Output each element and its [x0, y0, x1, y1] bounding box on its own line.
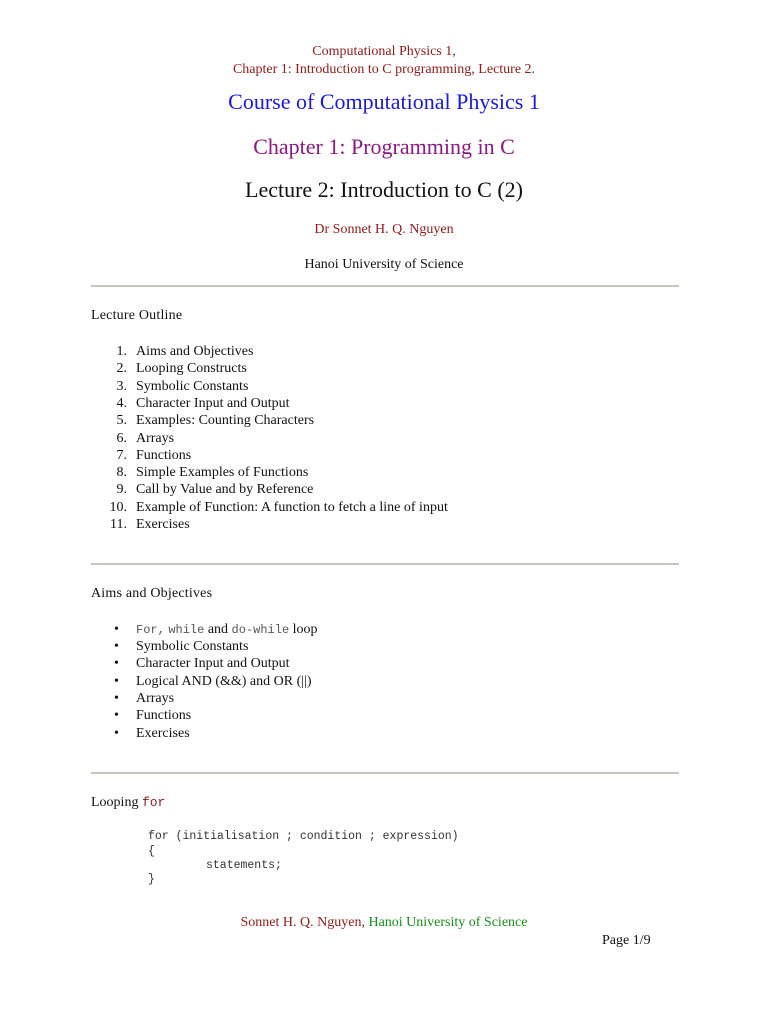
- outline-item: [91, 412, 651, 429]
- code-line: for (initialisation ; condition ; expression): [148, 830, 459, 843]
- outline-item-text: Examples: Counting Characters: [136, 413, 315, 429]
- aims-item: [114, 621, 318, 639]
- aims-heading: Aims and Objectives: [91, 586, 213, 601]
- keyword-do-while: do-while: [231, 623, 290, 637]
- author-name: Dr Sonnet H. Q. Nguyen: [314, 222, 454, 237]
- bullet-icon: •: [114, 725, 119, 741]
- footer-author: Sonnet H. Q. Nguyen,: [240, 915, 365, 930]
- outline-item: [91, 499, 651, 516]
- course-title: Course of Computational Physics 1: [228, 89, 540, 114]
- divider: [91, 285, 679, 287]
- aims-item-text: Character Input and Output: [136, 656, 290, 672]
- code-line: }: [148, 873, 155, 886]
- aims-item-text: Exercises: [136, 725, 190, 741]
- outline-item-number: 1.: [116, 344, 127, 359]
- bullet-icon: •: [114, 656, 119, 672]
- outline-item: [91, 516, 651, 533]
- outline-item-number: 6.: [116, 430, 127, 446]
- outline-item-number: 2.: [116, 361, 127, 377]
- outline-item: [91, 395, 651, 412]
- outline-item-number: 8.: [116, 465, 127, 481]
- outline-item: [91, 481, 651, 498]
- outline-item-text: Looping Constructs: [136, 361, 247, 377]
- aims-item: [114, 655, 290, 672]
- looping-keyword: for: [141, 795, 166, 810]
- outline-item: [91, 343, 651, 360]
- outline-item-text: Exercises: [136, 517, 190, 532]
- outline-item-text: Simple Examples of Functions: [136, 465, 309, 481]
- outline-item-number: 10.: [109, 499, 127, 515]
- keyword-while: while: [168, 623, 205, 637]
- outline-item-text: Example of Function: A function to fetch a line of input: [136, 499, 448, 515]
- looping-label: Looping: [91, 795, 139, 810]
- aims-item: [114, 690, 175, 707]
- bullet-icon: •: [114, 639, 119, 654]
- outline-heading: Lecture Outline: [91, 308, 183, 323]
- outline-item-number: 3.: [116, 378, 127, 394]
- outline-item-text: Arrays: [136, 430, 175, 446]
- header-line-1: Computational Physics 1,: [312, 44, 456, 59]
- outline-item: [91, 430, 651, 447]
- aims-item-text: Functions: [136, 708, 192, 724]
- aims-item-text: Arrays: [136, 690, 175, 706]
- aims-item: [114, 707, 192, 724]
- outline-item-text: Functions: [136, 447, 192, 463]
- outline-item-text: Call by Value and by Reference: [136, 482, 314, 498]
- aims-item: [114, 638, 249, 655]
- aims-item: [114, 725, 190, 742]
- outline-item-text: Aims and Objectives: [136, 344, 254, 359]
- keyword-for: For,: [136, 623, 165, 637]
- outline-item-number: 5.: [116, 413, 127, 429]
- outline-item: [91, 464, 651, 481]
- header-line-2: Chapter 1: Introduction to C programming, Lecture 2.: [232, 62, 536, 77]
- outline-item-text: Symbolic Constants: [136, 378, 249, 394]
- bullet-icon: •: [114, 708, 119, 724]
- footer-credit: [0, 915, 768, 931]
- outline-item-number: 9.: [116, 482, 127, 498]
- chapter-title: Chapter 1: Programming in C: [253, 134, 515, 159]
- outline-item: [91, 360, 651, 377]
- institution-name: Hanoi University of Science: [304, 257, 464, 272]
- aims-item-text: Logical AND (&&) and OR (||): [136, 673, 312, 689]
- and-text: and: [207, 622, 229, 637]
- page-number: Page 1/9: [602, 933, 651, 948]
- code-line: {: [148, 845, 155, 858]
- looping-heading: [91, 795, 165, 811]
- outline-item-number: 4.: [116, 395, 127, 411]
- outline-item-text: Character Input and Output: [136, 395, 290, 411]
- bullet-icon: •: [114, 673, 119, 689]
- loop-text: loop: [292, 622, 318, 637]
- divider: [91, 772, 679, 774]
- aims-item: [114, 673, 312, 690]
- outline-item: [91, 378, 651, 395]
- outline-item-number: 11.: [110, 517, 127, 532]
- outline-item: [91, 447, 651, 464]
- aims-item-text: Symbolic Constants: [136, 639, 249, 654]
- code-line: statements;: [206, 859, 282, 872]
- bullet-icon: •: [114, 622, 119, 637]
- footer-institution: Hanoi University of Science: [368, 915, 528, 930]
- outline-item-number: 7.: [116, 447, 127, 463]
- bullet-icon: •: [114, 690, 119, 706]
- divider: [91, 563, 679, 565]
- lecture-title: Lecture 2: Introduction to C (2): [245, 177, 523, 202]
